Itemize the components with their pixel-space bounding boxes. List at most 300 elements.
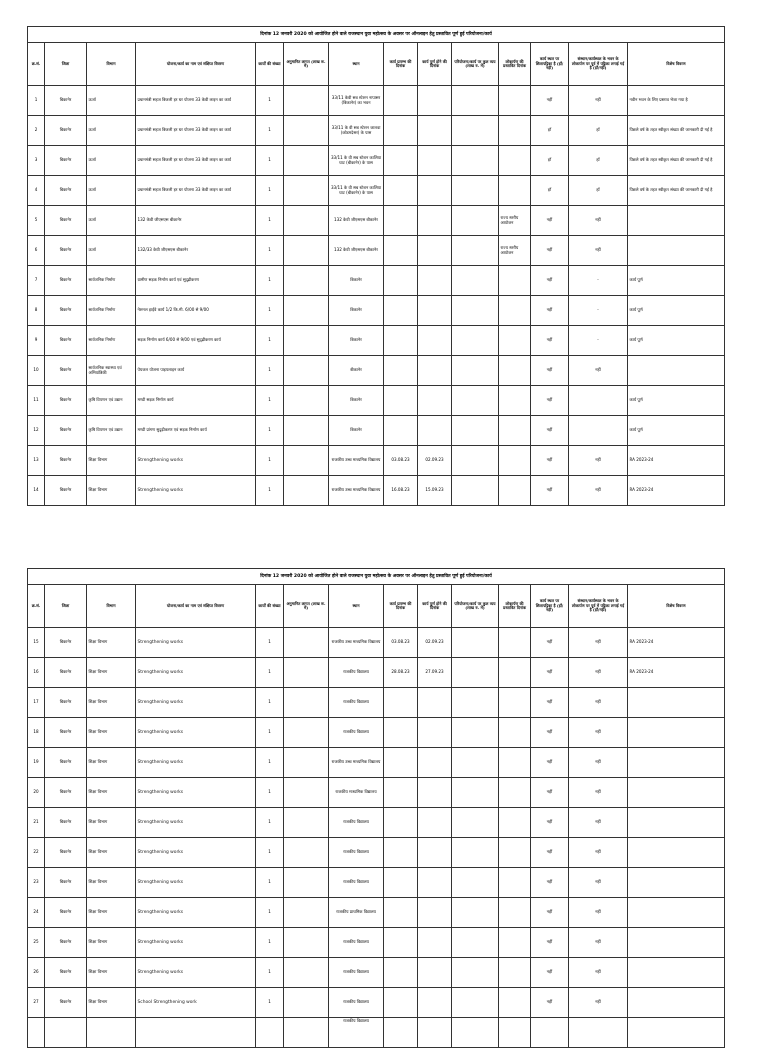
work-name-cell: मण्डी प्रांगण सुदृढ़ीकरण एवं सड़क निर्माण कार्य: [136, 416, 256, 446]
district-cell: बिकानेर: [45, 688, 87, 718]
inauguration-date-cell: [499, 778, 531, 808]
plaque-status-cell: नहीं: [531, 868, 569, 898]
location-cell: राजकीय उच्च माध्यमिक विद्यालय: [329, 446, 384, 476]
location-cell: 132 केवी जीएसएस बीकानेर: [329, 206, 384, 236]
district-cell: बिकानेर: [45, 958, 87, 988]
district-cell: बिकानेर: [45, 476, 87, 506]
remarks-cell: कार्य पूर्ण: [628, 386, 725, 416]
completion-date-cell: 27.09.23: [418, 658, 452, 688]
table-row: [28, 326, 725, 356]
district-cell: बिकानेर: [45, 296, 87, 326]
total-expense-cell: [452, 898, 499, 928]
start-date-cell: [384, 1018, 418, 1048]
plaque-status-cell: नहीं: [531, 296, 569, 326]
start-date-cell: [384, 958, 418, 988]
department-cell: शिक्षा विभाग: [87, 778, 136, 808]
serial-number: 6: [28, 236, 45, 266]
work-count-cell: 1: [256, 416, 284, 446]
department-cell: शिक्षा विभाग: [87, 446, 136, 476]
location-cell: राजकीय विद्यालय: [329, 958, 384, 988]
start-date-cell: [384, 86, 418, 116]
work-count-cell: 1: [256, 898, 284, 928]
inauguration-date-cell: राज्य स्तरीय आयोजन: [499, 206, 531, 236]
location-cell: बिकानेर: [329, 416, 384, 446]
column-header: कार्य प्रारम्भ की दिनांक: [384, 43, 418, 86]
start-date-cell: [384, 236, 418, 266]
start-date-cell: [384, 898, 418, 928]
completion-date-cell: [418, 386, 452, 416]
total-expense-cell: [452, 958, 499, 988]
prior-plaque-cell: नहीं: [569, 206, 628, 236]
work-name-cell: प्रधानमंत्री सहज बिजली हर घर योजना 33 केवी लाइन का कार्य: [136, 86, 256, 116]
completion-date-cell: [418, 176, 452, 206]
department-cell: सार्वजनिक स्वास्थ्य एवं अभियांत्रिकी: [87, 356, 136, 386]
remarks-cell: [628, 988, 725, 1018]
table-row: [28, 808, 725, 838]
start-date-cell: [384, 416, 418, 446]
district-cell: बिकानेर: [45, 446, 87, 476]
remarks-cell: [628, 898, 725, 928]
column-header: लोकार्पण की प्रस्तावित दिनांक: [499, 43, 531, 86]
district-cell: बिकानेर: [45, 236, 87, 266]
work-count-cell: 1: [256, 748, 284, 778]
plaque-status-cell: नहीं: [531, 628, 569, 658]
table-row: [28, 898, 725, 928]
start-date-cell: [384, 356, 418, 386]
location-cell: राजकीय विद्यालय: [329, 658, 384, 688]
work-count-cell: 1: [256, 146, 284, 176]
prior-plaque-cell: [569, 416, 628, 446]
location-cell: 33/11 केवी सब स्टेशन नापासर (बिकानेर) का भवन: [329, 86, 384, 116]
remarks-cell: [628, 928, 725, 958]
serial-number: 4: [28, 176, 45, 206]
table-row: [28, 778, 725, 808]
completion-date-cell: [418, 206, 452, 236]
department-cell: शिक्षा विभाग: [87, 868, 136, 898]
column-header: कार्यों की संख्या: [256, 585, 284, 628]
work-count-cell: 1: [256, 266, 284, 296]
estimated-cost-cell: [284, 958, 329, 988]
table-row: [28, 476, 725, 506]
remarks-cell: [628, 236, 725, 266]
plaque-status-cell: नहीं: [531, 236, 569, 266]
prior-plaque-cell: नहीं: [569, 748, 628, 778]
work-count-cell: 1: [256, 808, 284, 838]
district-cell: बिकानेर: [45, 658, 87, 688]
location-cell: बिकानेर: [329, 296, 384, 326]
plaque-status-cell: नहीं: [531, 476, 569, 506]
work-name-cell: नेशनल हाईवे कार्य 1/2 कि.मी. 6/00 से 9/00: [136, 296, 256, 326]
completion-date-cell: [418, 296, 452, 326]
table-row: [28, 958, 725, 988]
prior-plaque-cell: हाँ: [569, 176, 628, 206]
work-name-cell: सड़क निर्माण कार्य 6/00 से 9/00 एवं सुदृढ़ीकरण कार्य: [136, 326, 256, 356]
district-cell: बिकानेर: [45, 748, 87, 778]
inauguration-date-cell: [499, 1018, 531, 1048]
district-cell: बिकानेर: [45, 386, 87, 416]
inauguration-date-cell: [499, 266, 531, 296]
location-cell: राजकीय उच्च माध्यमिक विद्यालय: [329, 476, 384, 506]
column-header: परियोजना/कार्य पर कुल व्यय (लाख रु. में): [452, 585, 499, 628]
estimated-cost-cell: [284, 446, 329, 476]
prior-plaque-cell: नहीं: [569, 718, 628, 748]
table-row: [28, 1018, 725, 1048]
completion-date-cell: [418, 1018, 452, 1048]
completion-date-cell: [418, 326, 452, 356]
serial-number: 18: [28, 718, 45, 748]
completion-date-cell: [418, 146, 452, 176]
serial-number: 7: [28, 266, 45, 296]
start-date-cell: [384, 296, 418, 326]
location-cell: बिकानेर: [329, 266, 384, 296]
work-name-cell: School Strengthening work: [136, 988, 256, 1018]
plaque-status-cell: नहीं: [531, 838, 569, 868]
plaque-status-cell: नहीं: [531, 356, 569, 386]
inauguration-date-cell: [499, 718, 531, 748]
inauguration-date-cell: [499, 146, 531, 176]
inauguration-date-cell: राज्य स्तरीय आयोजन: [499, 236, 531, 266]
table-row: [28, 86, 725, 116]
location-cell: राजकीय माध्यमिक विद्यालय: [329, 778, 384, 808]
district-cell: बिकानेर: [45, 206, 87, 236]
estimated-cost-cell: [284, 928, 329, 958]
work-count-cell: 1: [256, 868, 284, 898]
plaque-status-cell: नहीं: [531, 446, 569, 476]
district-cell: बिकानेर: [45, 898, 87, 928]
total-expense-cell: [452, 206, 499, 236]
remarks-cell: [628, 356, 725, 386]
total-expense-cell: [452, 116, 499, 146]
work-count-cell: 1: [256, 628, 284, 658]
plaque-status-cell: नहीं: [531, 958, 569, 988]
remarks-cell: कार्य पूर्ण: [628, 326, 725, 356]
prior-plaque-cell: [569, 386, 628, 416]
work-name-cell: प्रधानमंत्री सहज बिजली हर घर योजना 33 केवी लाइन का कार्य: [136, 176, 256, 206]
estimated-cost-cell: [284, 296, 329, 326]
prior-plaque-cell: नहीं: [569, 988, 628, 1018]
work-count-cell: 1: [256, 296, 284, 326]
serial-number: 12: [28, 416, 45, 446]
remarks-cell: [628, 958, 725, 988]
prior-plaque-cell: -: [569, 266, 628, 296]
start-date-cell: [384, 688, 418, 718]
serial-number: 22: [28, 838, 45, 868]
work-name-cell: Strengthening works: [136, 658, 256, 688]
completion-date-cell: [418, 928, 452, 958]
completion-date-cell: [418, 778, 452, 808]
table-row: [28, 236, 725, 266]
plaque-status-cell: [531, 1018, 569, 1048]
start-date-cell: [384, 206, 418, 236]
start-date-cell: [384, 838, 418, 868]
work-count-cell: 1: [256, 86, 284, 116]
column-header: जिला: [45, 43, 87, 86]
total-expense-cell: [452, 868, 499, 898]
inauguration-date-cell: [499, 416, 531, 446]
remarks-cell: [628, 718, 725, 748]
remarks-cell: RA 2023-24: [628, 446, 725, 476]
total-expense-cell: [452, 628, 499, 658]
completion-date-cell: [418, 718, 452, 748]
work-count-cell: 1: [256, 356, 284, 386]
total-expense-cell: [452, 236, 499, 266]
department-cell: ऊर्जा: [87, 206, 136, 236]
serial-number: 19: [28, 748, 45, 778]
estimated-cost-cell: [284, 778, 329, 808]
serial-number: 1: [28, 86, 45, 116]
inauguration-date-cell: [499, 116, 531, 146]
department-cell: शिक्षा विभाग: [87, 476, 136, 506]
district-cell: बिकानेर: [45, 628, 87, 658]
total-expense-cell: [452, 326, 499, 356]
prior-plaque-cell: नहीं: [569, 628, 628, 658]
total-expense-cell: [452, 296, 499, 326]
work-count-cell: 1: [256, 928, 284, 958]
remarks-cell: [628, 1018, 725, 1048]
work-count-cell: 1: [256, 718, 284, 748]
district-cell: बिकानेर: [45, 988, 87, 1018]
estimated-cost-cell: [284, 326, 329, 356]
serial-number: 25: [28, 928, 45, 958]
estimated-cost-cell: [284, 176, 329, 206]
column-header: लोकार्पण की प्रस्तावित दिनांक: [499, 585, 531, 628]
inauguration-date-cell: [499, 86, 531, 116]
department-cell: शिक्षा विभाग: [87, 658, 136, 688]
prior-plaque-cell: नहीं: [569, 868, 628, 898]
prior-plaque-cell: नहीं: [569, 688, 628, 718]
work-name-cell: Strengthening works: [136, 838, 256, 868]
start-date-cell: 03.08.23: [384, 628, 418, 658]
inauguration-date-cell: [499, 658, 531, 688]
estimated-cost-cell: [284, 658, 329, 688]
serial-number: [28, 1018, 45, 1048]
table-row: [28, 928, 725, 958]
estimated-cost-cell: [284, 86, 329, 116]
start-date-cell: [384, 176, 418, 206]
work-name-cell: Strengthening works: [136, 748, 256, 778]
start-date-cell: [384, 928, 418, 958]
column-header: योजना/कार्य का नाम एवं संक्षिप्त विवरण: [136, 43, 256, 86]
remarks-cell: RA 2023-24: [628, 476, 725, 506]
plaque-status-cell: हाँ: [531, 116, 569, 146]
prior-plaque-cell: हाँ: [569, 116, 628, 146]
district-cell: बिकानेर: [45, 326, 87, 356]
department-cell: शिक्षा विभाग: [87, 898, 136, 928]
table-title: दिनांक 12 जनवरी 2020 को आयोजित होने वाले राजस्थान युवा महोत्सव के अवसर पर ऑनलाइन हेतु प्रस्तावित पूर्ण हुई परियोजना/कार्य: [28, 27, 725, 43]
column-header: विशेष विवरण: [628, 585, 725, 628]
serial-number: 23: [28, 868, 45, 898]
work-count-cell: 1: [256, 116, 284, 146]
work-name-cell: 132 केवी जीएसएस बीकानेर: [136, 206, 256, 236]
location-cell: बीकानेर: [329, 356, 384, 386]
department-cell: ऊर्जा: [87, 116, 136, 146]
work-count-cell: 1: [256, 236, 284, 266]
location-cell: राजकीय विद्यालय: [329, 1018, 384, 1048]
estimated-cost-cell: [284, 206, 329, 236]
total-expense-cell: [452, 416, 499, 446]
inauguration-date-cell: [499, 898, 531, 928]
inauguration-date-cell: [499, 958, 531, 988]
estimated-cost-cell: [284, 868, 329, 898]
start-date-cell: [384, 266, 418, 296]
start-date-cell: 16.08.23: [384, 476, 418, 506]
completion-date-cell: 02.09.23: [418, 628, 452, 658]
start-date-cell: [384, 326, 418, 356]
prior-plaque-cell: नहीं: [569, 86, 628, 116]
location-cell: बिकानेर: [329, 386, 384, 416]
column-header: क्र.सं.: [28, 43, 45, 86]
district-cell: बिकानेर: [45, 116, 87, 146]
total-expense-cell: [452, 808, 499, 838]
serial-number: 15: [28, 628, 45, 658]
department-cell: शिक्षा विभाग: [87, 988, 136, 1018]
table-row: [28, 688, 725, 718]
serial-number: 9: [28, 326, 45, 356]
work-count-cell: 1: [256, 386, 284, 416]
table-body: [28, 628, 725, 1048]
completion-date-cell: [418, 236, 452, 266]
work-count-cell: 1: [256, 688, 284, 718]
column-header: स्थान: [329, 585, 384, 628]
district-cell: बिकानेर: [45, 146, 87, 176]
location-cell: राजकीय विद्यालय: [329, 838, 384, 868]
table-row: [28, 266, 725, 296]
location-cell: 132 केवी जीएसएस बीकानेर: [329, 236, 384, 266]
column-header: अनुमानित लागत (लाख रू. में): [284, 585, 329, 628]
department-cell: ऊर्जा: [87, 146, 136, 176]
column-header: कार्य पूर्ण होने की दिनांक: [418, 585, 452, 628]
district-cell: बिकानेर: [45, 928, 87, 958]
department-cell: शिक्षा विभाग: [87, 748, 136, 778]
completion-date-cell: [418, 748, 452, 778]
estimated-cost-cell: [284, 356, 329, 386]
plaque-status-cell: नहीं: [531, 688, 569, 718]
inauguration-date-cell: [499, 628, 531, 658]
location-cell: 33/11 के वी सब स्टेशन जालवा (कोडमदेसर) के पास: [329, 116, 384, 146]
total-expense-cell: [452, 356, 499, 386]
work-name-cell: [136, 1018, 256, 1048]
inauguration-date-cell: [499, 476, 531, 506]
completion-date-cell: [418, 416, 452, 446]
district-cell: बिकानेर: [45, 86, 87, 116]
serial-number: 21: [28, 808, 45, 838]
district-cell: बिकानेर: [45, 356, 87, 386]
district-cell: बिकानेर: [45, 778, 87, 808]
completion-date-cell: 15.09.23: [418, 476, 452, 506]
column-header: कार्य पूर्ण होने की दिनांक: [418, 43, 452, 86]
work-name-cell: Strengthening works: [136, 778, 256, 808]
remarks-cell: [628, 748, 725, 778]
table-row: [28, 868, 725, 898]
location-cell: राजकीय विद्यालय: [329, 868, 384, 898]
work-name-cell: ग्रामीण सड़क निर्माण कार्य एवं सुदृढ़ीकरण: [136, 266, 256, 296]
prior-plaque-cell: नहीं: [569, 236, 628, 266]
department-cell: शिक्षा विभाग: [87, 808, 136, 838]
location-cell: राजकीय विद्यालय: [329, 808, 384, 838]
district-cell: बिकानेर: [45, 176, 87, 206]
prior-plaque-cell: -: [569, 296, 628, 326]
estimated-cost-cell: [284, 116, 329, 146]
serial-number: 3: [28, 146, 45, 176]
table-row: [28, 446, 725, 476]
department-cell: शिक्षा विभाग: [87, 958, 136, 988]
remarks-cell: पिछले वर्ष के तहत स्वीकृत संख्या की जानकारी दी गई है: [628, 116, 725, 146]
column-header: कार्यों की संख्या: [256, 43, 284, 86]
plaque-status-cell: नहीं: [531, 748, 569, 778]
department-cell: सार्वजनिक निर्माण: [87, 326, 136, 356]
column-header: कार्य स्थल पर शिलापट्टिका है (हाँ/नहीं): [531, 43, 569, 86]
plaque-status-cell: नहीं: [531, 928, 569, 958]
start-date-cell: 28.08.23: [384, 658, 418, 688]
start-date-cell: [384, 778, 418, 808]
inauguration-date-cell: [499, 446, 531, 476]
location-cell: राजकीय उच्च माध्यमिक विद्यालय: [329, 748, 384, 778]
prior-plaque-cell: नहीं: [569, 476, 628, 506]
total-expense-cell: [452, 446, 499, 476]
remarks-cell: कार्य पूर्ण: [628, 296, 725, 326]
completion-date-cell: [418, 356, 452, 386]
serial-number: 10: [28, 356, 45, 386]
prior-plaque-cell: नहीं: [569, 898, 628, 928]
inauguration-date-cell: [499, 356, 531, 386]
remarks-cell: [628, 868, 725, 898]
inauguration-date-cell: [499, 296, 531, 326]
total-expense-cell: [452, 838, 499, 868]
inauguration-date-cell: [499, 176, 531, 206]
remarks-cell: कार्य पूर्ण: [628, 266, 725, 296]
estimated-cost-cell: [284, 718, 329, 748]
estimated-cost-cell: [284, 236, 329, 266]
plaque-status-cell: नहीं: [531, 718, 569, 748]
start-date-cell: [384, 386, 418, 416]
department-cell: शिक्षा विभाग: [87, 718, 136, 748]
department-cell: कृषि विपणन एवं उद्यान: [87, 416, 136, 446]
location-cell: राजकीय प्राथमिक विद्यालय: [329, 898, 384, 928]
prior-plaque-cell: [569, 1018, 628, 1048]
total-expense-cell: [452, 718, 499, 748]
district-cell: बिकानेर: [45, 808, 87, 838]
start-date-cell: [384, 718, 418, 748]
work-name-cell: पेयजल योजना पाइपलाइन कार्य: [136, 356, 256, 386]
table-title: दिनांक 12 जनवरी 2020 को आयोजित होने वाले राजस्थान युवा महोत्सव के अवसर पर ऑनलाइन हेतु प्रस्तावित पूर्ण हुई परियोजना/कार्य: [28, 569, 725, 585]
estimated-cost-cell: [284, 688, 329, 718]
prior-plaque-cell: नहीं: [569, 808, 628, 838]
work-name-cell: प्रधानमंत्री सहज बिजली हर घर योजना 33 केवी लाइन का कार्य: [136, 116, 256, 146]
district-cell: बिकानेर: [45, 416, 87, 446]
estimated-cost-cell: [284, 1018, 329, 1048]
completion-date-cell: [418, 266, 452, 296]
remarks-cell: RA 2023-24: [628, 628, 725, 658]
prior-plaque-cell: नहीं: [569, 838, 628, 868]
remarks-cell: नवीन भवन के लिए प्रस्ताव भेजा गया है: [628, 86, 725, 116]
serial-number: 16: [28, 658, 45, 688]
inauguration-date-cell: [499, 386, 531, 416]
column-header: कार्य स्थल पर शिलापट्टिका है (हाँ/नहीं): [531, 585, 569, 628]
estimated-cost-cell: [284, 748, 329, 778]
plaque-status-cell: हाँ: [531, 146, 569, 176]
plaque-status-cell: नहीं: [531, 808, 569, 838]
start-date-cell: [384, 146, 418, 176]
table-row: [28, 658, 725, 688]
remarks-cell: [628, 206, 725, 236]
remarks-cell: पिछले वर्ष के तहत स्वीकृत संख्या की जानकारी दी गई है: [628, 176, 725, 206]
work-name-cell: Strengthening works: [136, 928, 256, 958]
estimated-cost-cell: [284, 628, 329, 658]
prior-plaque-cell: नहीं: [569, 658, 628, 688]
table-row: [28, 176, 725, 206]
table-row: [28, 116, 725, 146]
location-cell: राजकीय उच्च माध्यमिक विद्यालय: [329, 628, 384, 658]
